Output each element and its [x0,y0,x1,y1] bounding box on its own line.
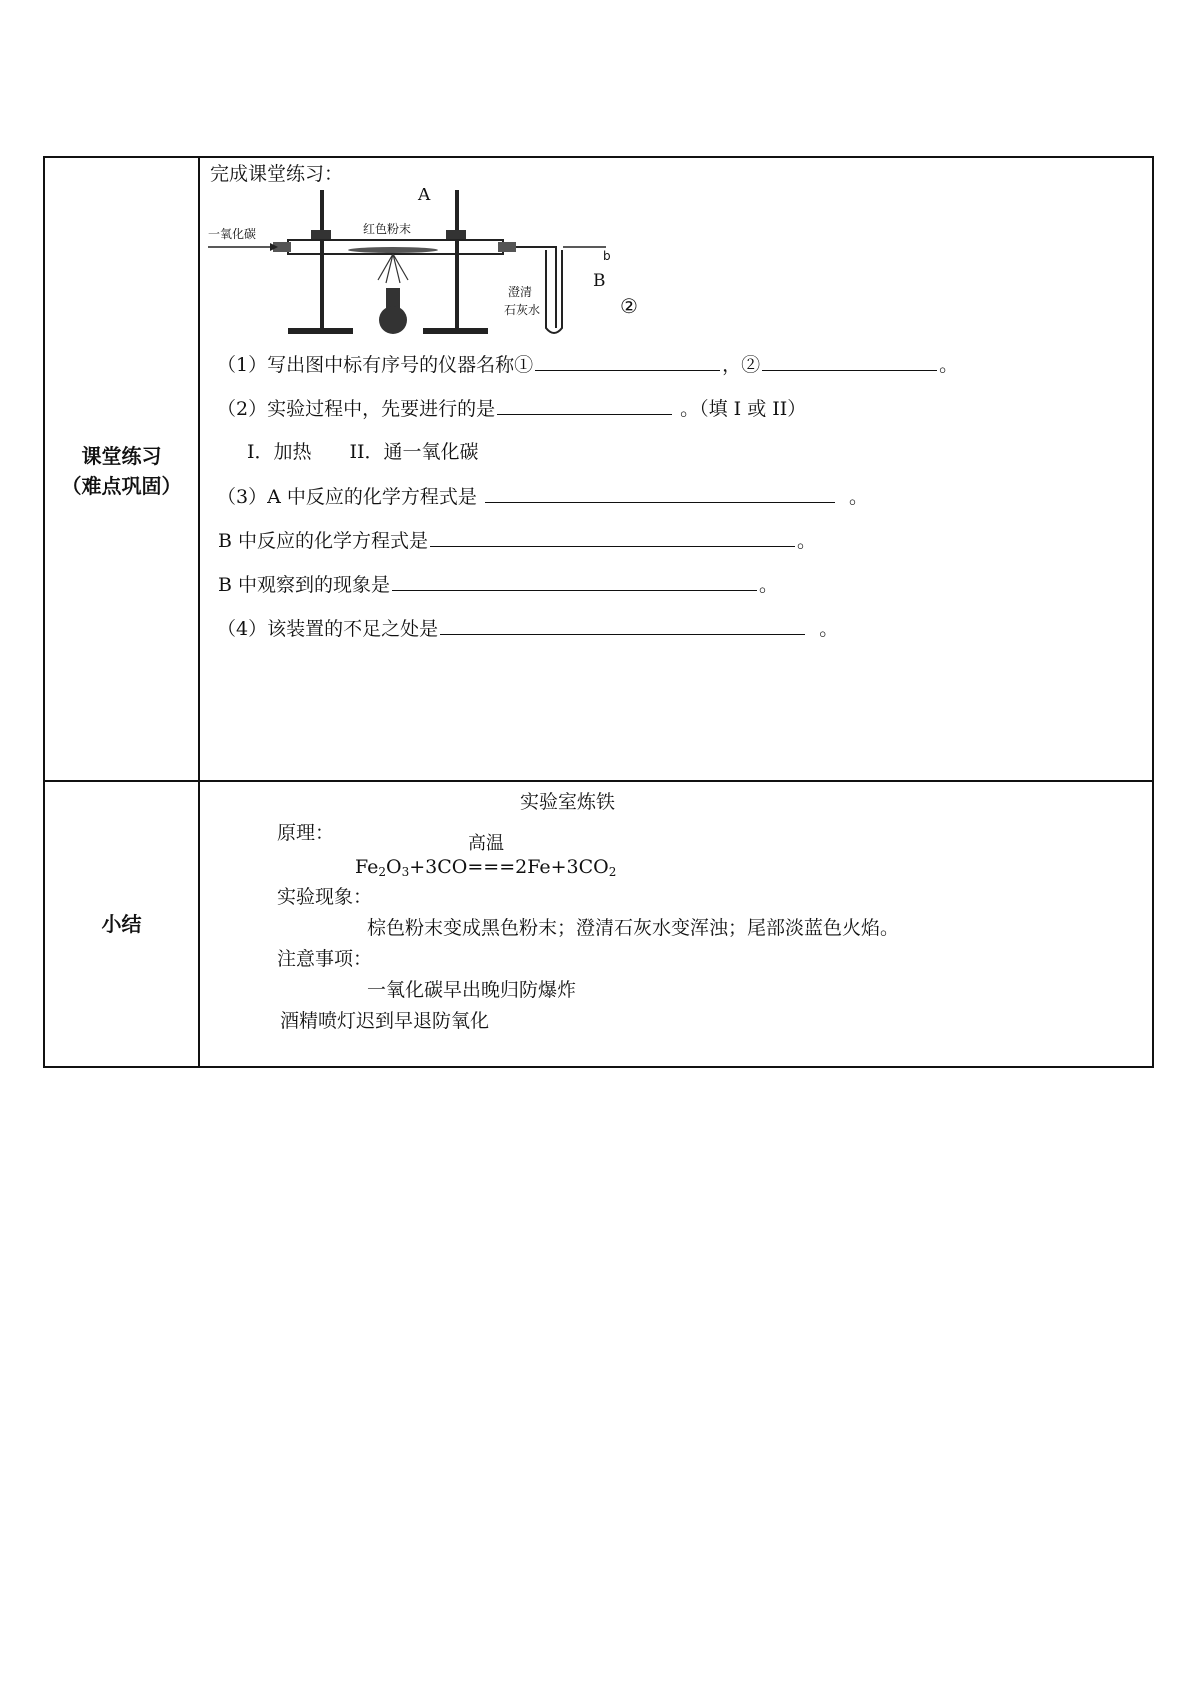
worksheet-table [43,156,1154,1068]
question-1-end: 。 [939,354,959,376]
question-3-end: 。 [849,486,869,508]
label-limewater-1: 澄清 [508,285,533,299]
question-3-text-a: （3）A 中反应的化学方程式是 [217,486,477,508]
answer-blank-2[interactable] [497,396,672,415]
reaction-condition: 高温 [468,833,504,854]
burner-body [379,306,407,334]
equation-sub-2: 2 [378,865,387,879]
question-4 [217,616,838,641]
clamp-left [311,230,331,239]
answer-blank-3a[interactable] [485,484,835,503]
answer-blank-3c[interactable] [392,572,757,591]
equation-o: O [386,856,402,878]
question-1 [217,352,958,377]
notes-label: 注意事项： [277,948,373,970]
question-3b-end: 。 [797,530,817,552]
question-1-text-b: ，② [722,354,761,376]
note-2: 酒精喷灯迟到早退防氧化 [280,1010,490,1032]
principle-label: 原理： [277,822,335,844]
practice-intro: 完成课堂练习： [210,163,344,185]
column-divider [198,158,200,1066]
answer-blank-4[interactable] [440,616,805,635]
practice-label [45,441,198,501]
label-b: b [603,249,611,263]
question-3b-text: B 中反应的化学方程式是 [218,530,429,552]
question-2 [217,396,806,421]
practice-label-line2: （难点巩固） [61,474,182,498]
label-B: B [593,271,606,291]
answer-blank-1a[interactable] [535,352,720,371]
question-4-end: 。 [819,618,839,640]
equation-sub-3: 3 [401,865,410,879]
question-3 [217,484,868,509]
answer-blank-3b[interactable] [430,528,795,547]
question-4-text: （4）该装置的不足之处是 [217,618,439,640]
summary-label: 小结 [101,912,142,936]
question-2-text-a: （2）实验过程中，先要进行的是 [217,398,496,420]
phenomenon-text: 棕色粉末变成黑色粉末；澄清石灰水变浑浊；尾部淡蓝色火焰。 [367,917,900,939]
note-1: 一氧化碳早出晚归防爆炸 [367,979,577,1001]
label-circle-2: ② [620,294,638,318]
phenomenon-label: 实验现象： [277,886,373,908]
answer-blank-1b[interactable] [762,352,937,371]
question-2-options: I．加热 II．通一氧化碳 [247,441,479,463]
equation-fe: Fe [355,856,379,878]
question-2-text-b: 。（填 I 或 II） [680,398,807,420]
stand-rod-left [320,190,324,330]
reaction-equation [355,855,616,884]
practice-label-line1: 课堂练习 [81,444,162,468]
question-1-text-a: （1）写出图中标有序号的仪器名称① [217,354,534,376]
row-divider [45,780,1152,782]
flame [378,254,408,283]
clamp-right [446,230,466,239]
stand-rod-right [455,190,459,330]
equation-sub-co2: 2 [608,865,617,879]
question-3c-text: B 中观察到的现象是 [218,574,391,596]
summary-title: 实验室炼铁 [520,791,616,813]
label-A: A [418,188,431,205]
label-co: 一氧化碳 [208,227,257,241]
equation-rest: +3CO===2Fe+3CO [409,856,609,878]
red-powder [348,247,438,253]
co-reduction-apparatus-diagram [208,188,708,338]
test-tube [546,250,562,333]
question-3b [218,528,816,553]
question-3c [218,572,778,597]
stopper-right [498,242,516,252]
label-limewater-2: 石灰水 [504,303,541,317]
label-red-powder: 红色粉末 [363,222,412,236]
question-3c-end: 。 [759,574,779,596]
